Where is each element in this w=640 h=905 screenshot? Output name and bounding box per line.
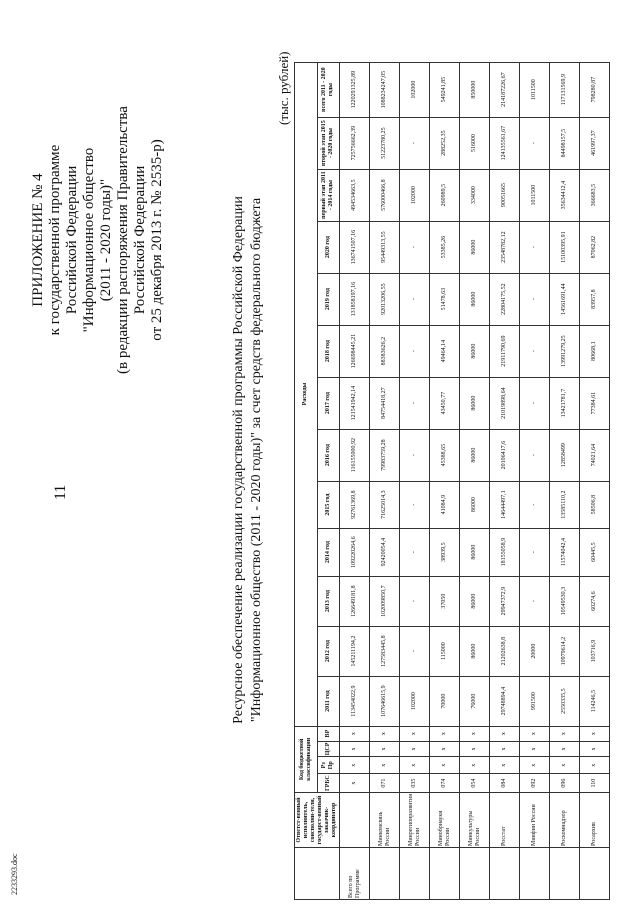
code-cell: 110 bbox=[580, 774, 610, 793]
value-cell: 117131569,9 bbox=[550, 62, 580, 117]
value-cell: 121541942,14 bbox=[340, 377, 370, 429]
value-cell: 107646615,9 bbox=[370, 676, 400, 726]
document-code: 2233293.doc bbox=[10, 853, 19, 895]
value-cell: 991500 bbox=[520, 676, 550, 726]
code-header: ВР bbox=[317, 726, 340, 741]
code-cell: x bbox=[340, 726, 370, 741]
code-cell: x bbox=[370, 741, 400, 757]
value-cell: - bbox=[400, 273, 430, 325]
value-cell: 76000 bbox=[460, 676, 490, 726]
value-cell: 43450,77 bbox=[430, 377, 460, 429]
value-cell: 51223780,25 bbox=[370, 117, 400, 169]
value-cell: 461997,37 bbox=[580, 117, 610, 169]
executor-cell: Минфин России bbox=[520, 793, 550, 848]
value-cell: 214187226,67 bbox=[490, 62, 520, 117]
table-header-row-1 bbox=[295, 62, 318, 899]
value-cell: - bbox=[400, 117, 430, 169]
stage2-header: второй этап 2015 - 2020 годы bbox=[317, 117, 340, 169]
value-cell: 20000 bbox=[520, 626, 550, 676]
value-cell: 92761369,8 bbox=[340, 481, 370, 528]
value-cell: 10549530,3 bbox=[550, 576, 580, 626]
value-cell: 131858197,16 bbox=[340, 273, 370, 325]
code-cell: x bbox=[460, 757, 490, 774]
year-header: 2013 год bbox=[317, 576, 340, 626]
total-header: всего 2011 - 2020 годы bbox=[317, 62, 340, 117]
value-cell: 114246,5 bbox=[580, 676, 610, 726]
code-header: Рз Пр bbox=[317, 757, 340, 774]
executor-cell: Минобрнауки России bbox=[430, 793, 460, 848]
value-cell: - bbox=[520, 528, 550, 576]
value-cell: 10979614,2 bbox=[550, 626, 580, 676]
value-cell: - bbox=[400, 481, 430, 528]
value-cell: 22804175,52 bbox=[490, 273, 520, 325]
value-cell: 21202638,8 bbox=[490, 626, 520, 676]
year-header: 2020 год bbox=[317, 221, 340, 273]
table-row bbox=[370, 62, 400, 899]
value-cell: 334000 bbox=[460, 169, 490, 221]
value-cell: 95449313,55 bbox=[370, 221, 400, 273]
value-cell: - bbox=[400, 626, 430, 676]
value-cell: 83957,8 bbox=[580, 273, 610, 325]
value-cell: 58506,8 bbox=[580, 481, 610, 528]
executor-cell: Роскомнадзор bbox=[550, 793, 580, 848]
code-cell: x bbox=[430, 726, 460, 741]
value-cell: 41084,9 bbox=[430, 481, 460, 528]
year-header: 2017 год bbox=[317, 377, 340, 429]
value-cell: 84498157,5 bbox=[550, 117, 580, 169]
value-cell: 86000 bbox=[460, 377, 490, 429]
value-cell: 103716,9 bbox=[580, 626, 610, 676]
value-cell: 136741507,16 bbox=[340, 221, 370, 273]
value-cell: 51478,63 bbox=[430, 273, 460, 325]
value-cell: 126649181,8 bbox=[340, 576, 370, 626]
value-cell: 109220264,6 bbox=[340, 528, 370, 576]
value-cell: 124135561,67 bbox=[490, 117, 520, 169]
code-cell: x bbox=[520, 726, 550, 741]
value-cell: 13991279,25 bbox=[550, 325, 580, 377]
code-header: ГРБС bbox=[317, 774, 340, 793]
value-cell: 86000 bbox=[460, 626, 490, 676]
value-cell: 127583445,8 bbox=[370, 626, 400, 676]
value-cell: 86000 bbox=[460, 481, 490, 528]
value-cell: 1220291325,89 bbox=[340, 62, 370, 117]
code-cell: x bbox=[400, 726, 430, 741]
value-cell: - bbox=[400, 528, 430, 576]
program-cell bbox=[430, 848, 460, 900]
value-cell: 516000 bbox=[460, 117, 490, 169]
table-row bbox=[550, 62, 580, 899]
executor-header: Ответст-венный исполнитель, соисполни-тели, государст-венный заказчик-координатор bbox=[295, 793, 340, 848]
code-cell: x bbox=[430, 757, 460, 774]
appendix-line: Российской Федерации bbox=[64, 165, 80, 315]
value-cell: 92013206,55 bbox=[370, 273, 400, 325]
code-cell: x bbox=[520, 741, 550, 757]
value-cell: - bbox=[520, 273, 550, 325]
value-cell: 494534663,5 bbox=[340, 169, 370, 221]
appendix-line: к государственной программе bbox=[47, 144, 63, 336]
year-header: 2019 год bbox=[317, 273, 340, 325]
value-cell: 20106417,6 bbox=[490, 429, 520, 481]
program-cell bbox=[550, 848, 580, 900]
code-cell: x bbox=[370, 757, 400, 774]
value-cell: 49464,14 bbox=[430, 325, 460, 377]
appendix-line: от 25 декабря 2013 г. № 2535-р) bbox=[149, 139, 165, 341]
value-cell: - bbox=[520, 221, 550, 273]
year-header: 2015 год bbox=[317, 481, 340, 528]
program-cell bbox=[400, 848, 430, 900]
value-cell: - bbox=[520, 481, 550, 528]
code-cell: x bbox=[460, 741, 490, 757]
value-cell: 14561691,44 bbox=[550, 273, 580, 325]
value-cell: 45388,65 bbox=[430, 429, 460, 481]
value-cell: 71625014,3 bbox=[370, 481, 400, 528]
table-row bbox=[520, 62, 550, 899]
table-header-row-2 bbox=[317, 62, 340, 899]
code-cell: 054 bbox=[460, 774, 490, 793]
program-header bbox=[295, 848, 340, 900]
code-cell: 096 bbox=[550, 774, 580, 793]
value-cell: 29947372,9 bbox=[490, 576, 520, 626]
value-cell: 74021,64 bbox=[580, 429, 610, 481]
year-header: 2014 год bbox=[317, 528, 340, 576]
value-cell: 86000 bbox=[460, 576, 490, 626]
value-cell: 86000 bbox=[460, 325, 490, 377]
value-cell: 116155000,92 bbox=[340, 429, 370, 481]
value-cell: 576000466,8 bbox=[370, 169, 400, 221]
value-cell: 126698445,21 bbox=[340, 325, 370, 377]
appendix-line: ПРИЛОЖЕНИЕ № 4 bbox=[30, 173, 46, 307]
executor-cell: Минрегионразвития России bbox=[400, 793, 430, 848]
appendix-header bbox=[30, 30, 166, 450]
value-cell: 288252,35 bbox=[430, 117, 460, 169]
code-cell: x bbox=[490, 757, 520, 774]
value-cell: - bbox=[400, 429, 430, 481]
value-cell: 79983759,28 bbox=[370, 429, 400, 481]
value-cell: 70000 bbox=[430, 676, 460, 726]
value-cell: 13585110,2 bbox=[550, 481, 580, 528]
value-cell: 725756662,39 bbox=[340, 117, 370, 169]
value-cell: 86000 bbox=[460, 429, 490, 481]
value-cell: 88383626,2 bbox=[370, 325, 400, 377]
program-cell bbox=[580, 848, 610, 900]
value-cell: 21911790,69 bbox=[490, 325, 520, 377]
value-cell: 86000 bbox=[460, 221, 490, 273]
code-cell: x bbox=[520, 757, 550, 774]
code-cell: 084 bbox=[490, 774, 520, 793]
value-cell: 38939,5 bbox=[430, 528, 460, 576]
value-cell: 77384,61 bbox=[580, 377, 610, 429]
value-cell: 86000 bbox=[460, 273, 490, 325]
page-number: 11 bbox=[52, 484, 69, 500]
value-cell: 12858499 bbox=[550, 429, 580, 481]
value-cell: - bbox=[400, 325, 430, 377]
code-cell: x bbox=[430, 741, 460, 757]
value-cell: 850000 bbox=[460, 62, 490, 117]
year-header: 2012 год bbox=[317, 626, 340, 676]
value-cell: 35634412,4 bbox=[550, 169, 580, 221]
year-header: 2016 год bbox=[317, 429, 340, 481]
program-cell: Всего по Программе bbox=[340, 848, 370, 900]
program-cell bbox=[490, 848, 520, 900]
executor-cell: Минкультуры России bbox=[460, 793, 490, 848]
value-cell: 60445,5 bbox=[580, 528, 610, 576]
value-cell: 53385,26 bbox=[430, 221, 460, 273]
value-cell: 366683,5 bbox=[580, 169, 610, 221]
value-cell: - bbox=[400, 576, 430, 626]
document-title bbox=[230, 130, 266, 790]
budget-code-group-header: Код бюджетной классификации bbox=[295, 726, 318, 792]
value-cell: 18155058,9 bbox=[490, 528, 520, 576]
table-row bbox=[340, 62, 370, 899]
stage1-header: первый этап 2011 - 2014 годы bbox=[317, 169, 340, 221]
program-cell bbox=[460, 848, 490, 900]
appendix-line: Российской Федерации bbox=[132, 165, 148, 315]
value-cell: 2550335,5 bbox=[550, 676, 580, 726]
table-body bbox=[340, 62, 610, 899]
executor-cell: Росстат bbox=[490, 793, 520, 848]
value-cell: - bbox=[400, 221, 430, 273]
value-cell: - bbox=[520, 325, 550, 377]
table-row bbox=[580, 62, 610, 899]
code-cell: x bbox=[340, 741, 370, 757]
value-cell: - bbox=[400, 377, 430, 429]
code-header: ЦСР bbox=[317, 741, 340, 757]
code-cell: 074 bbox=[430, 774, 460, 793]
budget-table bbox=[294, 62, 610, 900]
appendix-line: (2011 - 2020 годы)" bbox=[98, 178, 114, 302]
value-cell: 23548782,12 bbox=[490, 221, 520, 273]
table-row bbox=[490, 62, 520, 899]
value-cell: 102000 bbox=[400, 169, 430, 221]
code-cell: x bbox=[460, 726, 490, 741]
unit-label: (тыс. рублей) bbox=[276, 51, 291, 125]
code-cell: x bbox=[370, 726, 400, 741]
code-cell: x bbox=[580, 726, 610, 741]
value-cell: 29748894,4 bbox=[490, 676, 520, 726]
code-cell: x bbox=[550, 726, 580, 741]
table-row bbox=[430, 62, 460, 899]
title-line-1: Ресурсное обеспечение реализации государственной программы Российской Федерации bbox=[231, 196, 246, 724]
value-cell: 86000 bbox=[460, 528, 490, 576]
value-cell: 90051665 bbox=[490, 169, 520, 221]
code-cell: 071 bbox=[370, 774, 400, 793]
value-cell: 84754418,27 bbox=[370, 377, 400, 429]
value-cell: 13421781,7 bbox=[550, 377, 580, 429]
executor-cell bbox=[340, 793, 370, 848]
value-cell: 1088234247,05 bbox=[370, 62, 400, 117]
value-cell: - bbox=[520, 429, 550, 481]
value-cell: 115000 bbox=[430, 626, 460, 676]
year-header: 2011 год bbox=[317, 676, 340, 726]
code-cell: x bbox=[580, 741, 610, 757]
value-cell: 102009850,7 bbox=[370, 576, 400, 626]
value-cell: 1011500 bbox=[520, 62, 550, 117]
value-cell: 260989,5 bbox=[430, 169, 460, 221]
value-cell: 21019898,64 bbox=[490, 377, 520, 429]
value-cell: 80668,1 bbox=[580, 325, 610, 377]
code-cell: x bbox=[340, 757, 370, 774]
code-cell: x bbox=[400, 741, 430, 757]
value-cell: 87062,82 bbox=[580, 221, 610, 273]
value-cell: 102000 bbox=[400, 676, 430, 726]
title-line-2: "Информационное общество (2011 - 2020 годы)" за счет средств федерального бюджета bbox=[249, 197, 264, 723]
code-cell: x bbox=[490, 726, 520, 741]
code-cell: 035 bbox=[400, 774, 430, 793]
value-cell: 549241,85 bbox=[430, 62, 460, 117]
value-cell: 102000 bbox=[400, 62, 430, 117]
value-cell: 14644497,1 bbox=[490, 481, 520, 528]
value-cell: 92420054,4 bbox=[370, 528, 400, 576]
value-cell: 1011500 bbox=[520, 169, 550, 221]
executor-cell: Минкомсвязь России bbox=[370, 793, 400, 848]
code-cell: 092 bbox=[520, 774, 550, 793]
value-cell: 798280,87 bbox=[580, 62, 610, 117]
year-header: 2018 год bbox=[317, 325, 340, 377]
value-cell: - bbox=[520, 377, 550, 429]
value-cell: 60274,6 bbox=[580, 576, 610, 626]
code-cell: x bbox=[550, 741, 580, 757]
value-cell: 11574042,4 bbox=[550, 528, 580, 576]
code-cell: x bbox=[550, 757, 580, 774]
executor-cell: Росархив bbox=[580, 793, 610, 848]
value-cell: - bbox=[520, 576, 550, 626]
value-cell: 37050 bbox=[430, 576, 460, 626]
appendix-line: "Информационное общество bbox=[81, 147, 97, 333]
code-cell: x bbox=[580, 757, 610, 774]
expenses-group-header: Расходы bbox=[295, 62, 318, 726]
table-row bbox=[400, 62, 430, 899]
code-cell: x bbox=[400, 757, 430, 774]
code-cell: x bbox=[490, 741, 520, 757]
program-cell bbox=[520, 848, 550, 900]
program-cell bbox=[370, 848, 400, 900]
value-cell: 113454022,9 bbox=[340, 676, 370, 726]
code-cell: x bbox=[340, 774, 370, 793]
appendix-line: (в редакции распоряжения Правительства bbox=[115, 106, 131, 374]
table-row bbox=[460, 62, 490, 899]
value-cell: - bbox=[520, 117, 550, 169]
value-cell: 15100395,91 bbox=[550, 221, 580, 273]
value-cell: 145211194,2 bbox=[340, 626, 370, 676]
